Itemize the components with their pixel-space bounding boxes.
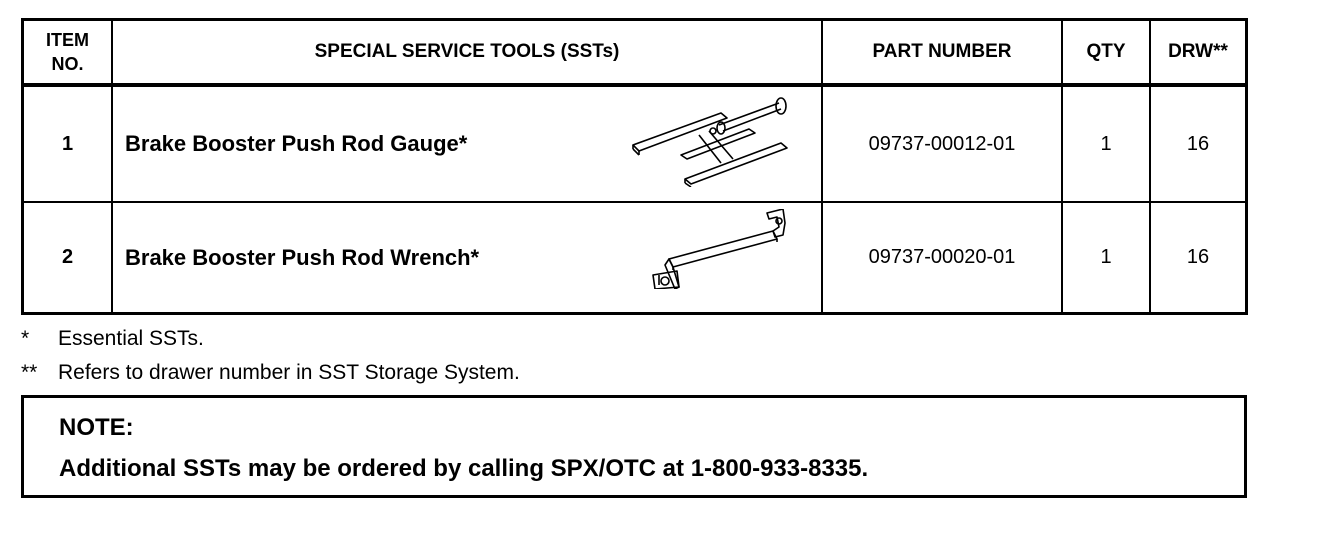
note-box xyxy=(21,395,1247,498)
item-number: 1 xyxy=(61,132,74,155)
header-drw: DRW** xyxy=(1168,41,1228,62)
push-rod-wrench-icon xyxy=(649,209,789,289)
header-part-number: PART NUMBER xyxy=(872,41,1012,62)
note-text: Additional SSTs may be ordered by calling SPX/OTC at 1-800-933-8335. xyxy=(59,455,869,482)
tool-name: Brake Booster Push Rod Gauge* xyxy=(125,131,468,156)
push-rod-gauge-icon xyxy=(629,95,789,187)
footnote-mark: ** xyxy=(21,361,38,384)
drawer-number: 16 xyxy=(1186,132,1210,155)
header-item-line2: NO. xyxy=(51,54,84,74)
header-qty: QTY xyxy=(1086,41,1126,62)
drawer-number: 16 xyxy=(1186,246,1210,268)
header-item-no xyxy=(24,21,111,83)
table-row xyxy=(24,203,1245,312)
table-row xyxy=(24,87,1245,203)
footnote-text: Refers to drawer number in SST Storage System. xyxy=(58,361,520,384)
table-header-row xyxy=(24,21,1245,87)
footnote-text: Essential SSTs. xyxy=(58,327,204,350)
item-number: 2 xyxy=(61,246,74,268)
header-item-line1: ITEM xyxy=(46,30,89,50)
header-tools: SPECIAL SERVICE TOOLS (SSTs) xyxy=(314,41,620,62)
part-number: 09737-00012-01 xyxy=(868,132,1016,155)
note-title: NOTE: xyxy=(59,414,134,441)
footnote-mark: * xyxy=(21,327,30,350)
tool-name: Brake Booster Push Rod Wrench* xyxy=(125,244,480,270)
sst-table xyxy=(21,18,1248,315)
qty: 1 xyxy=(1100,132,1112,155)
part-number: 09737-00020-01 xyxy=(868,246,1016,268)
qty: 1 xyxy=(1100,246,1112,268)
